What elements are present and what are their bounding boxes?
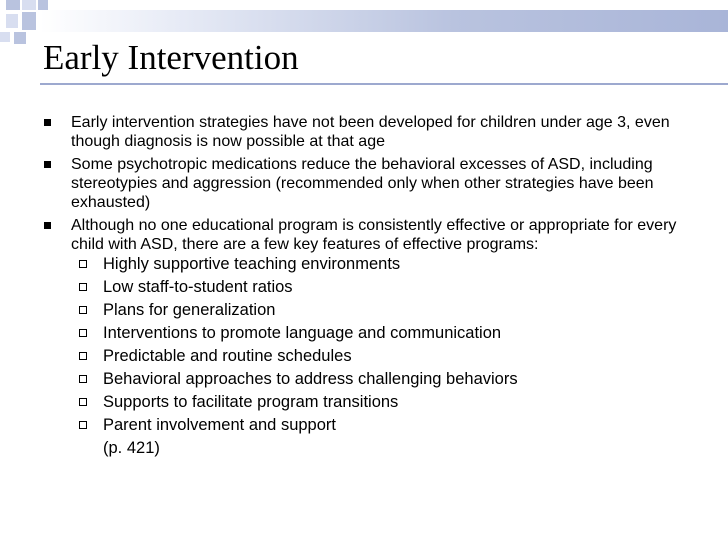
hollow-square-bullet-icon	[75, 347, 103, 370]
sub-bullet-item	[75, 393, 703, 416]
sub-bullet-item	[75, 416, 703, 439]
sub-bullet-item	[75, 278, 703, 301]
sub-bullet-text: Supports to facilitate program transitions	[103, 393, 399, 411]
bullet-text: Early intervention strategies have not been developed for children under age 3, even though diagnosis is now possible at that age	[71, 114, 670, 150]
sub-bullet-text: Predictable and routine schedules	[103, 347, 352, 365]
slide-title: Early Intervention	[43, 38, 299, 77]
sub-bullet-item	[75, 347, 703, 370]
sub-bullet-text: Plans for generalization	[103, 301, 276, 319]
slide-body	[43, 113, 703, 458]
hollow-square-bullet-icon	[75, 255, 103, 278]
sub-bullet-text: Parent involvement and support	[103, 416, 336, 434]
sub-bullet-item	[75, 301, 703, 324]
hollow-square-bullet-icon	[75, 278, 103, 301]
square-bullet-icon	[43, 155, 71, 174]
top-gradient-bar	[40, 10, 728, 32]
sub-bullet-item	[75, 255, 703, 278]
sub-bullet-list	[75, 255, 703, 439]
sub-bullet-item	[75, 324, 703, 347]
sub-bullet-text: Behavioral approaches to address challenging behaviors	[103, 370, 518, 388]
hollow-square-bullet-icon	[75, 324, 103, 347]
sub-bullet-item	[75, 370, 703, 393]
bullet-item	[43, 216, 703, 254]
bullet-text: Although no one educational program is consistently effective or appropriate for every child with ASD, there are a few key features of effective programs:	[71, 217, 677, 253]
square-bullet-icon	[43, 216, 71, 235]
sub-bullet-text: Interventions to promote language and communication	[103, 324, 502, 342]
hollow-square-bullet-icon	[75, 393, 103, 416]
bullet-text: Some psychotropic medications reduce the behavioral excesses of ASD, including stereotypies and aggression (recommended only when other strategies have been exhausted)	[71, 156, 654, 211]
hollow-square-bullet-icon	[75, 301, 103, 324]
square-bullet-icon	[43, 113, 71, 132]
title-divider	[40, 83, 728, 85]
sub-bullet-text: Low staff-to-student ratios	[103, 278, 293, 296]
hollow-square-bullet-icon	[75, 416, 103, 439]
sub-bullet-text: Highly supportive teaching environments	[103, 255, 401, 273]
hollow-square-bullet-icon	[75, 370, 103, 393]
bullet-item	[43, 155, 703, 212]
bullet-item	[43, 113, 703, 151]
page-citation: (p. 421)	[103, 439, 160, 457]
